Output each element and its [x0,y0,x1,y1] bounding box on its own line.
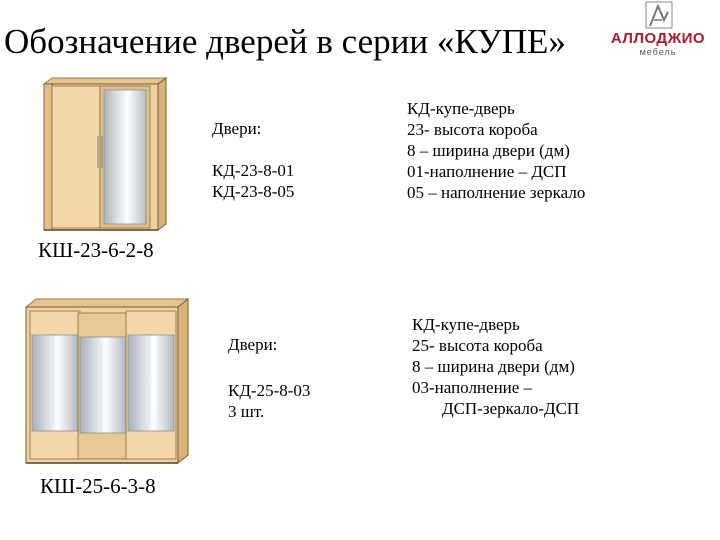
door-count: 3 шт. [228,402,265,421]
door-middle [78,313,128,459]
page-title: Обозначение дверей в серии «КУПЕ» [4,22,566,61]
logo-text: АЛЛОДЖИО [610,30,706,47]
wardrobe-1-door-codes [212,160,294,202]
legend-line: 8 – ширина двери (дм) [407,141,570,160]
door-code: КД-25-8-03 [228,381,311,400]
wardrobe-2-illustration [22,297,192,467]
door-code: КД-23-8-05 [212,182,295,201]
door-right [126,311,176,459]
legend-line: КД-купе-дверь [407,99,515,118]
logo-subtitle: мебель [639,47,677,57]
legend-line: 01-наполнение – ДСП [407,162,567,181]
logo-mark-icon [598,0,718,32]
wardrobe-2-legend [412,314,579,419]
legend-line: 25- высота короба [412,336,543,355]
wardrobe-1-legend [407,98,585,203]
door-left [30,311,80,459]
legend-line: 05 – наполнение зеркало [407,183,586,202]
wardrobe-1-doors-label: Двери: [212,119,262,138]
legend-line: 23- высота короба [407,120,538,139]
wardrobe-1-code: КШ-23-6-2-8 [38,238,154,262]
wardrobe-2-door-codes [228,380,310,422]
door-code: КД-23-8-01 [212,161,295,180]
legend-line: КД-купе-дверь [412,315,520,334]
legend-line: 8 – ширина двери (дм) [412,357,575,376]
brand-logo [598,0,718,62]
wardrobe-2-doors-label: Двери: [228,335,278,354]
wardrobe-1-illustration [40,76,170,232]
legend-line: 03-наполнение – [412,378,533,397]
wardrobe-2-code: КШ-25-6-3-8 [40,474,156,498]
legend-line: ДСП-зеркало-ДСП [442,399,580,418]
